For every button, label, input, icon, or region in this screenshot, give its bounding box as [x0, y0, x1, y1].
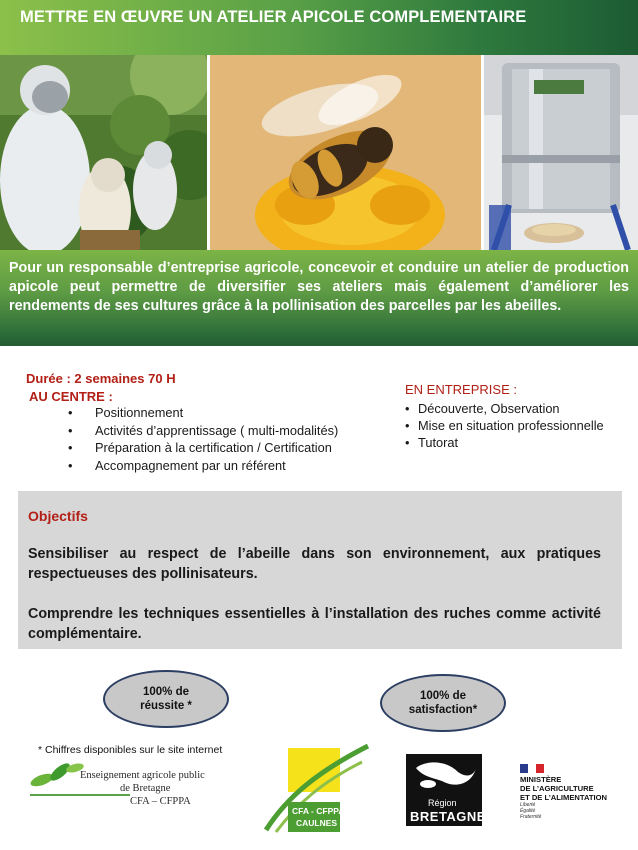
logo-line: de Bretagne — [120, 783, 171, 794]
list-item: • Positionnement — [68, 404, 338, 422]
logo-motto: Fraternité — [520, 814, 542, 820]
badge-line: 100% de — [142, 686, 190, 698]
list-item: • Tutorat — [405, 434, 604, 451]
objectives-panel — [18, 491, 622, 649]
cfa-caulnes-logo — [262, 742, 370, 834]
objective-paragraph: Comprendre les techniques essentielles à l’installation des ruches comme activité complémentaire. — [28, 606, 601, 642]
objective-paragraph: Sensibiliser au respect de l’abeille dans son environnement, aux pratiques respectueuses des pollinisateurs. — [28, 546, 601, 582]
badge-line: 100% de — [419, 690, 466, 702]
logo-line: Région — [428, 798, 457, 808]
success-rate-badge — [103, 670, 229, 728]
en-entreprise-heading: EN ENTREPRISE : — [405, 382, 517, 397]
footnote: * Chiffres disponibles sur le site internet — [38, 744, 223, 756]
logo-line: MINISTÈRE — [520, 775, 562, 784]
page-title: METTRE EN ŒUVRE UN ATELIER APICOLE COMPLEMENTAIRE — [20, 8, 527, 26]
logo-motto: Liberté — [520, 802, 536, 808]
logo-line: CFA – CFPPA — [130, 796, 191, 807]
intro-banner — [0, 250, 638, 346]
list-item: • Activités d’apprentissage ( multi-modalités) — [68, 422, 338, 440]
title-banner — [0, 0, 638, 55]
badge-line: satisfaction* — [408, 704, 478, 716]
au-centre-heading: AU CENTRE : — [29, 389, 113, 404]
logo-line: DE L’AGRICULTURE — [520, 784, 594, 793]
logo-line: CAULNES — [296, 818, 338, 828]
list-item: • Découverte, Observation — [405, 400, 604, 417]
list-item: • Préparation à la certification / Certification — [68, 439, 338, 457]
logo-line: ET DE L’ALIMENTATION — [520, 793, 608, 802]
ermine-icon — [406, 754, 482, 798]
au-centre-list — [68, 404, 338, 474]
logo-line: BRETAGNE — [410, 809, 486, 824]
logo-motto: Égalité — [520, 808, 536, 814]
photo-strip — [0, 55, 638, 250]
enseignement-agricole-logo — [30, 758, 230, 818]
region-bretagne-logo — [406, 754, 486, 826]
en-entreprise-list — [405, 400, 604, 451]
beekeepers-photo — [0, 55, 207, 250]
divider — [30, 794, 130, 796]
duration-text: Durée : 2 semaines 70 H — [26, 371, 176, 386]
bee-on-flower-photo — [210, 55, 481, 250]
honey-extractor-photo — [484, 55, 638, 250]
objectives-heading: Objectifs — [28, 508, 88, 524]
logo-line: CFA - CFPPA — [292, 806, 345, 816]
intro-text: Pour un responsable d’entreprise agricole, concevoir et conduire un atelier de production apicole peut permettre de diversifier ses ateliers mais également d’améliorer les rendements de ses cultures grâce à la pollinisation des parcelles par les abeilles. — [9, 260, 629, 314]
satisfaction-rate-badge — [380, 674, 506, 732]
list-item: • Mise en situation professionnelle — [405, 417, 604, 434]
badge-line: réussite * — [140, 700, 192, 712]
ministere-logo — [518, 764, 628, 824]
french-flag-icon — [520, 764, 544, 773]
list-item: • Accompagnement par un référent — [68, 457, 338, 475]
logo-line: Enseignement agricole public — [80, 770, 205, 781]
